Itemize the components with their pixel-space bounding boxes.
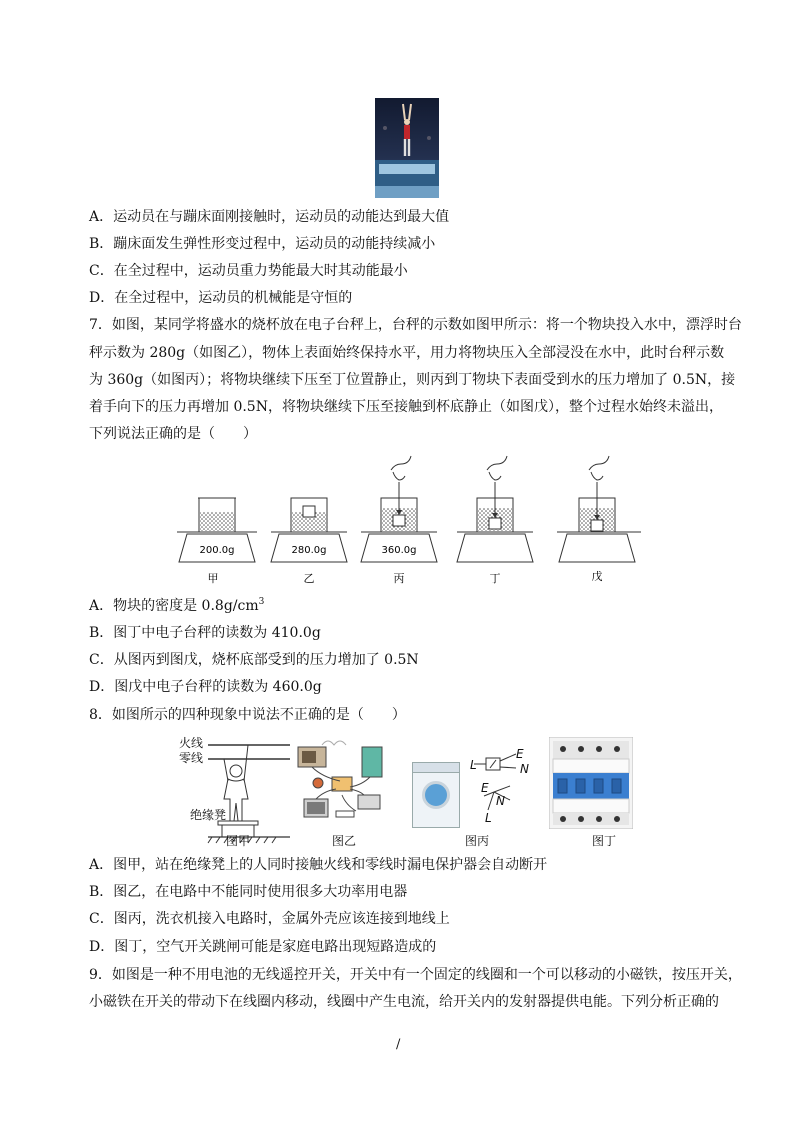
label-bing: 丙 (393, 572, 405, 585)
q8-option-a: A．图甲，站在绝缘凳上的人同时接触火线和零线时漏电保护器会自动断开 (89, 857, 548, 873)
q8-option-b: B．图乙，在电路中不能同时使用很多大功率用电器 (89, 884, 408, 900)
figure-bing (361, 456, 437, 585)
label-wu: 戊 (591, 570, 603, 583)
q6-option-d: D．在全过程中，运动员的机械能是守恒的 (89, 290, 353, 306)
reading-yi: 280.0g (291, 545, 327, 556)
q7-stem-line-1: 7．如图，某同学将盛水的烧杯放在电子台秤上，台秤的示数如图甲所示：将一个物块投入水中，漂浮时台 (89, 317, 742, 333)
trampoline-photo (375, 98, 439, 198)
q6-option-a: A．运动员在与蹦床面刚接触时，运动员的动能达到最大值 (89, 209, 450, 225)
beaker-scale-figure (175, 452, 555, 592)
label-tubing: 图丙 (465, 834, 490, 848)
figure-ding (457, 456, 533, 585)
q7-option-a (89, 596, 264, 616)
overloaded-socket-figure (292, 737, 392, 829)
label-ding: 丁 (489, 572, 501, 585)
q7-option-a-sup: 3 (258, 597, 265, 607)
figure-jia (177, 498, 257, 585)
q7-option-b: B．图丁中电子台秤的读数为 410.0g (89, 625, 321, 641)
plug-n-bottom: N (496, 794, 505, 808)
q7-stem-line-2: 秤示数为 280g（如图乙），物体上表面始终保持水平，用力将物块压入全部浸没在水中，此时台秤示数 (89, 345, 725, 361)
q7-stem-line-5: 下列说法正确的是（ ） (89, 426, 257, 442)
plug-diagram (466, 744, 546, 828)
label-juyuandeng: 绝缘凳 (190, 808, 227, 822)
figure-wu (555, 452, 645, 592)
plug-l-bottom: L (485, 811, 492, 825)
label-yi: 乙 (303, 572, 315, 585)
q7-option-a-text: A．物块的密度是 0.8g/cm (89, 598, 259, 614)
q9-stem-line-2: 小磁铁在开关的带动下在线圈内移动，线圈中产生电流，给开关内的发射器提供电能。下列分析正确的 (89, 994, 719, 1010)
reading-bing: 360.0g (381, 545, 417, 556)
q6-option-c: C．在全过程中，运动员重力势能最大时其动能最小 (89, 263, 408, 279)
q7-option-c: C．从图丙到图戊，烧杯底部受到的压力增加了 0.5N (89, 652, 419, 668)
q8-option-d: D．图丁，空气开关跳闸可能是家庭电路出现短路造成的 (89, 939, 437, 955)
washing-machine-figure (412, 762, 460, 828)
q6-option-b: B．蹦床面发生弹性形变过程中，运动员的动能持续减小 (89, 236, 436, 252)
label-tuyi: 图乙 (332, 834, 357, 848)
washer-door (422, 781, 450, 809)
label-huoxian: 火线 (179, 736, 204, 750)
figure-yi (271, 498, 347, 585)
plug-e-top: E (516, 747, 524, 761)
label-tujia: 图甲 (226, 834, 251, 848)
q8-option-c: C．图丙，洗衣机接入电路时，金属外壳应该连接到地线上 (89, 911, 450, 927)
label-lingxian: 零线 (179, 751, 204, 765)
plug-e-bottom: E (481, 781, 489, 795)
label-jia: 甲 (207, 572, 219, 585)
page-number: / (396, 1037, 401, 1052)
q7-option-d: D．图戊中电子台秤的读数为 460.0g (89, 679, 322, 695)
plug-l-top: L (470, 758, 477, 772)
q7-stem-line-4: 着手向下的压力再增加 0.5N，将物块继续下压至接触到杯底静止（如图戊），整个过程水始终未溢出， (89, 399, 723, 415)
reading-jia: 200.0g (199, 545, 235, 556)
circuit-breaker-figure (549, 737, 633, 829)
washer-panel (413, 763, 459, 773)
q7-stem-line-3: 为 360g（如图丙）；将物块继续下压至丁位置静止，则丙到丁物块下表面受到水的压力增加了 0.5N，接 (89, 372, 736, 388)
q8-stem: 8．如图所示的四种现象中说法不正确的是（ ） (89, 707, 406, 723)
q9-stem-line-1: 9．如图是一种不用电池的无线遥控开关，开关中有一个固定的线圈和一个可以移动的小磁铁，按压开关， (89, 967, 742, 983)
label-tuding: 图丁 (592, 834, 617, 848)
plug-n-top: N (520, 762, 529, 776)
